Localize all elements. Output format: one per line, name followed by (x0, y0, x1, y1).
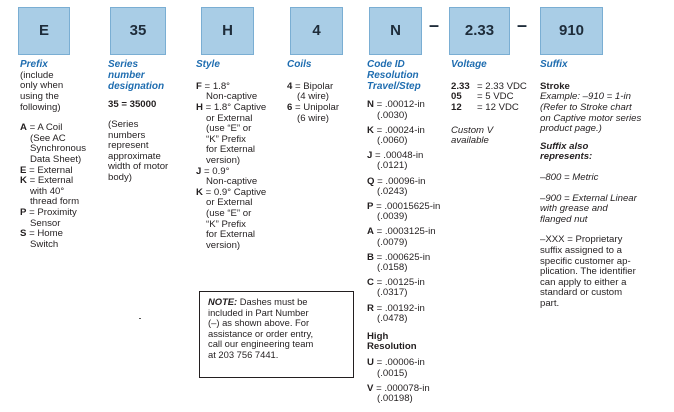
box-prefix: E (18, 7, 70, 55)
prefix-item: K = External (20, 175, 74, 187)
style-item: J = 0.9° (196, 165, 230, 177)
code-id-item: R = .00192-in (367, 302, 425, 314)
style-item: F = 1.8° (196, 80, 230, 92)
code-id-item: N = .00012-in (367, 99, 425, 111)
prefix-note: using the (20, 90, 59, 102)
suffix-metric: –800 = Metric (540, 171, 599, 183)
series-header: Series (108, 59, 139, 70)
decorative-dot (139, 318, 141, 319)
voltage-item: 12 = 12 VDC (451, 101, 519, 113)
box-coils: 4 (290, 7, 343, 55)
note-label: NOTE: (208, 296, 238, 307)
voltage-item: 05 = 5 VDC (451, 91, 514, 103)
code-id-item: P = .00015625-in (367, 201, 441, 213)
note-box: NOTE: Dashes must be included in Part Number (–) as shown above. For assistance or order entry, call our engineering team at 203 756 7441. (199, 291, 354, 378)
box-voltage: 2.33 (449, 7, 510, 55)
box-suffix: 910 (540, 7, 603, 55)
style-item: H = 1.8° Captive (196, 101, 267, 113)
box-code-id: N (369, 7, 422, 55)
suffix-header: Suffix (540, 59, 568, 70)
code-id-item: V = .000078-in (367, 382, 430, 394)
voltage-header: Voltage (451, 59, 487, 70)
code-id-item: C = .00125-in (367, 277, 425, 289)
coils-item: 4 = Bipolar (287, 80, 334, 92)
prefix-item: A = A Coil (20, 122, 63, 134)
coils-header: Coils (287, 59, 312, 70)
prefix-column: Prefix (include only when using the following) A = A Coil (See AC Synchronous Data Sheet) E = External K = External with 40° thread form P = Proximity Sensor S = Home Switch (20, 60, 100, 250)
stroke-title: Stroke (540, 80, 570, 92)
prefix-header: Prefix (20, 59, 48, 70)
code-id-item: J = .00048-in (367, 150, 424, 162)
prefix-note: following) (20, 101, 61, 113)
prefix-item: P = Proximity (20, 206, 77, 218)
code-id-column: Code ID Resolution Travel/Step N = .00012-in (.0030) K = .00024-in (.0060) J = .00048-in (.0121) Q = .00096-in (.0243) P = .00015625-in (.0039) A = .0003125-in (.0079) B = .000625-in (.0158) C = .00125-in (.0317) R = .00192-in (.0478) High Resolution U = .00006-in (.0015) V = .000078-in (.00198) (367, 60, 447, 404)
prefix-item: S = Home (20, 228, 63, 240)
voltage-column: Voltage 2.33 = 2.33 VDC 05 = 5 VDC 12 = 12 VDC Custom V available (451, 60, 536, 147)
code-id-item: U = .00006-in (367, 357, 425, 369)
high-resolution-header: High (367, 331, 389, 343)
style-item: K = 0.9° Captive (196, 186, 267, 198)
code-id-item: B = .000625-in (367, 251, 431, 263)
suffix-also-title: Suffix also (540, 140, 589, 152)
prefix-note: only when (20, 80, 64, 92)
code-id-item: K = .00024-in (367, 124, 425, 136)
voltage-item: 2.33 = 2.33 VDC (451, 80, 527, 92)
custom-voltage-note: Custom V (451, 124, 494, 136)
suffix-proprietary: –XXX = Proprietary (540, 234, 623, 246)
code-id-item: A = .0003125-in (367, 226, 436, 238)
dash-2: – (517, 15, 528, 35)
dash-1: – (429, 15, 440, 35)
prefix-item: E = External (20, 164, 73, 176)
box-style: H (201, 7, 254, 55)
code-id-header: Code ID (367, 59, 405, 70)
style-header: Style (196, 59, 220, 70)
series-column: Series number designation 35 = 35000 (Series numbers represent approximate width of motor body) (108, 60, 193, 184)
series-value: 35 = 35000 (108, 99, 157, 111)
code-id-item: Q = .00096-in (367, 175, 426, 187)
suffix-column: Suffix Stroke Example: –910 = 1-in (Refer to Stroke chart on Captive motor series product page.) Suffix also represents: –800 = Metric –900 = External Linear with grease and flanged nut –XXX = Proprietary suffix assigned to a specific customer ap- plication. The identifier can apply to either a standard or custom part. (540, 60, 672, 309)
coils-item: 6 = Unipolar (287, 101, 340, 113)
coils-column: Coils 4 = Bipolar (4 wire) 6 = Unipolar (6 wire) (287, 60, 359, 124)
suffix-external: –900 = External Linear (540, 192, 637, 204)
prefix-note: (include (20, 69, 54, 81)
style-column: Style F = 1.8° Non-captive H = 1.8° Captive or External (use “E” or “K” Prefix for External version) J = 0.9° Non-captive K = 0.9° Captive or External (use “E” or “K” Prefix for External version) (196, 60, 286, 251)
box-series: 35 (110, 7, 166, 55)
